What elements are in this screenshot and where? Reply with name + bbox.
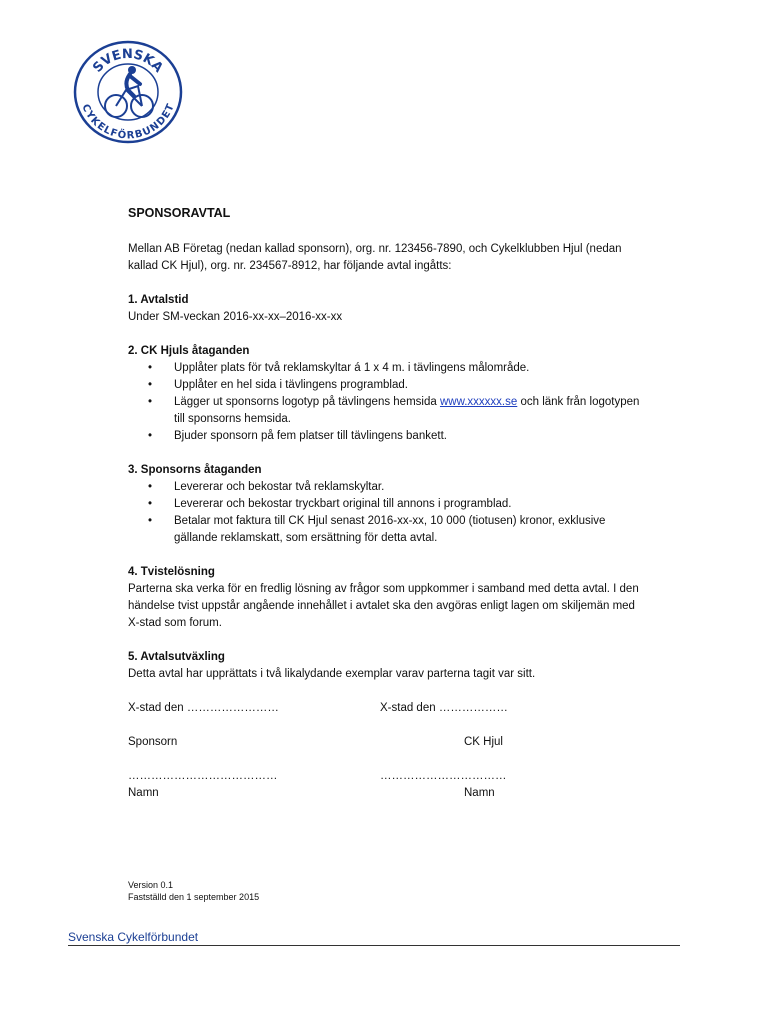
section-sponsor-commitments bbox=[128, 462, 648, 547]
signature-line-left: ………………………………… bbox=[128, 770, 278, 782]
signature-line-row bbox=[128, 768, 648, 785]
bullet-list bbox=[128, 360, 648, 445]
signature-name-row bbox=[128, 785, 648, 802]
section-heading: 1. Avtalstid bbox=[128, 294, 189, 306]
section-text: Under SM-veckan 2016-xx-xx–2016-xx-xx bbox=[128, 311, 343, 323]
version-info bbox=[128, 879, 259, 903]
document-title: SPONSORAVTAL bbox=[128, 206, 231, 220]
agreement-body bbox=[128, 205, 648, 802]
signature-line-right: …………………………… bbox=[380, 770, 507, 782]
place-date-left: X-stad den …………………… bbox=[128, 702, 279, 714]
section-dispute-resolution bbox=[128, 564, 648, 632]
signature-party-row bbox=[128, 734, 648, 751]
list-item-text: och länk från logotypen till sponsorns hemsida. bbox=[174, 396, 640, 425]
section-agreement-exchange bbox=[128, 649, 648, 683]
bullet-list bbox=[128, 479, 648, 547]
approval-date: Fastställd den 1 september 2015 bbox=[128, 892, 260, 902]
list-item: • Levererar och bekostar tryckbart original till annons i programblad. bbox=[174, 496, 648, 513]
website-link[interactable]: www.xxxxxx.se bbox=[439, 396, 518, 408]
list-item: • Upplåter plats för två reklamskyltar á 1 x 4 m. i tävlingens målområde. bbox=[174, 360, 648, 377]
list-item bbox=[174, 394, 648, 428]
section-avtalstid bbox=[128, 292, 648, 326]
logo-top-text: SVENSKA bbox=[90, 46, 166, 76]
section-ck-hjul-commitments bbox=[128, 343, 648, 445]
signature-place-row bbox=[128, 700, 648, 717]
list-item: • Betalar mot faktura till CK Hjul senast 2016-xx-xx, 10 000 (tiotusen) kronor, exklusive gällande reklamskatt, som ersättning för detta avtal. bbox=[174, 513, 648, 547]
section-heading: 2. CK Hjuls åtaganden bbox=[128, 345, 250, 357]
svenska-cykelforbundet-logo bbox=[72, 40, 184, 144]
intro-paragraph: Mellan AB Företag (nedan kallad sponsorn), org. nr. 123456-7890, och Cykelklubben Hjul (nedan kallad CK Hjul), org. nr. 234567-8912, har följande avtal ingåtts: bbox=[128, 243, 622, 272]
place-date-right: X-stad den ……………… bbox=[380, 702, 508, 714]
name-label-right: Namn bbox=[464, 787, 495, 799]
section-heading: 4. Tvistelösning bbox=[128, 566, 215, 578]
list-item: • Upplåter en hel sida i tävlingens programblad. bbox=[174, 377, 648, 394]
party-sponsor: Sponsorn bbox=[128, 736, 178, 748]
name-label-left: Namn bbox=[128, 787, 159, 799]
list-item-text: Lägger ut sponsorns logotyp på tävlingens hemsida bbox=[174, 396, 440, 408]
section-heading: 3. Sponsorns åtaganden bbox=[128, 464, 262, 476]
logo-bottom-text: CYKELFÖRBUNDET bbox=[79, 102, 177, 142]
list-item: • Bjuder sponsorn på fem platser till tävlingens bankett. bbox=[174, 428, 648, 445]
cyclist-emblem-icon bbox=[72, 40, 184, 144]
footer-divider bbox=[68, 945, 680, 946]
section-text: Detta avtal har upprättats i två likalydande exemplar varav parterna tagit var sitt. bbox=[128, 668, 536, 680]
section-text: Parterna ska verka för en fredlig lösning av frågor som uppkommer i samband med detta avtal. I den händelse tvist uppstår angående innehållet i avtalet ska den avgöras enligt lagen om skiljemän med X-stad som forum. bbox=[128, 583, 639, 629]
party-ck-hjul: CK Hjul bbox=[464, 736, 503, 748]
version-number: Version 0.1 bbox=[128, 880, 174, 890]
signature-area bbox=[128, 700, 648, 802]
list-item: • Levererar och bekostar två reklamskyltar. bbox=[174, 479, 648, 496]
section-heading: 5. Avtalsutväxling bbox=[128, 651, 225, 663]
footer-organization: Svenska Cykelförbundet bbox=[68, 930, 199, 944]
